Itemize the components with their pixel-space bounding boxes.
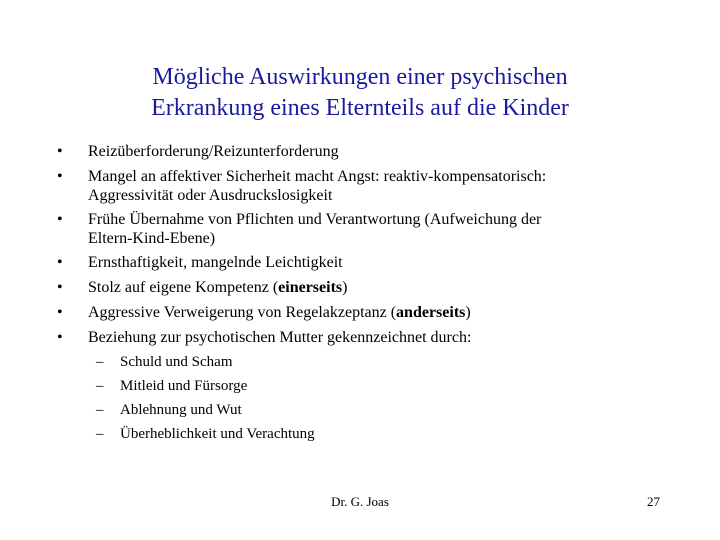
bullet-text-bold: anderseits [396,304,466,321]
bullet-list [0,139,720,446]
bullet-text: Beziehung zur psychotischen Mutter gekennzeichnet durch: [88,329,472,346]
bullet-text-part: Aggressive Verweigerung von Regelakzeptanz ( [88,304,397,321]
bullet-text-continuation: Eltern-Kind-Ebene) [88,230,216,247]
bullet-item [0,207,720,250]
bullet-text-part: ) [342,279,348,296]
bullet-text-bold: einerseits [278,279,343,296]
sub-bullet-mark: – [96,354,104,370]
sub-bullet-item [88,422,720,446]
sub-bullet-text: Überheblichkeit und Verachtung [120,426,315,442]
bullet-text [88,275,720,300]
bullet-text [88,300,720,325]
sub-bullet-mark: – [96,378,104,394]
bullet-text: Ernsthaftigkeit, mangelnde Leichtigkeit [88,254,343,271]
bullet-mark: • [57,279,63,296]
bullet-item [0,275,720,300]
sub-bullet-item [88,374,720,398]
bullet-item [0,325,720,446]
bullet-text-part: ) [465,304,471,321]
bullet-mark: • [57,168,63,185]
bullet-item [0,300,720,325]
bullet-mark: • [57,329,63,346]
sub-bullet-list [88,350,720,446]
bullet-item [0,139,720,164]
bullet-text-continuation: Aggressivität oder Ausdruckslosigkeit [88,187,333,204]
title-line-1: Mögliche Auswirkungen einer psychischen [152,64,568,90]
sub-bullet-text: Ablehnung und Wut [120,402,242,418]
bullet-mark: • [57,211,63,228]
bullet-mark: • [57,143,63,160]
footer-author: Dr. G. Joas [331,494,389,509]
bullet-mark: • [57,304,63,321]
page-number: 27 [647,494,660,509]
sub-bullet-text: Mitleid und Fürsorge [120,378,248,394]
bullet-text: Mangel an affektiver Sicherheit macht Angst: reaktiv-kompensatorisch: [88,168,547,185]
bullet-text-part: Stolz auf eigene Kompetenz ( [88,279,279,296]
bullet-item [0,164,720,207]
title-line-2: Erkrankung eines Elternteils auf die Kinder [151,95,569,121]
bullet-item [0,250,720,275]
bullet-text: Reizüberforderung/Reizunterforderung [88,143,339,160]
sub-bullet-item [88,398,720,422]
slide-title [60,62,660,124]
sub-bullet-mark: – [96,426,104,442]
bullet-mark: • [57,254,63,271]
bullet-text: Frühe Übernahme von Pflichten und Verantwortung (Aufweichung der [88,211,542,228]
sub-bullet-text: Schuld und Scham [120,354,233,370]
sub-bullet-item [88,350,720,374]
sub-bullet-mark: – [96,402,104,418]
